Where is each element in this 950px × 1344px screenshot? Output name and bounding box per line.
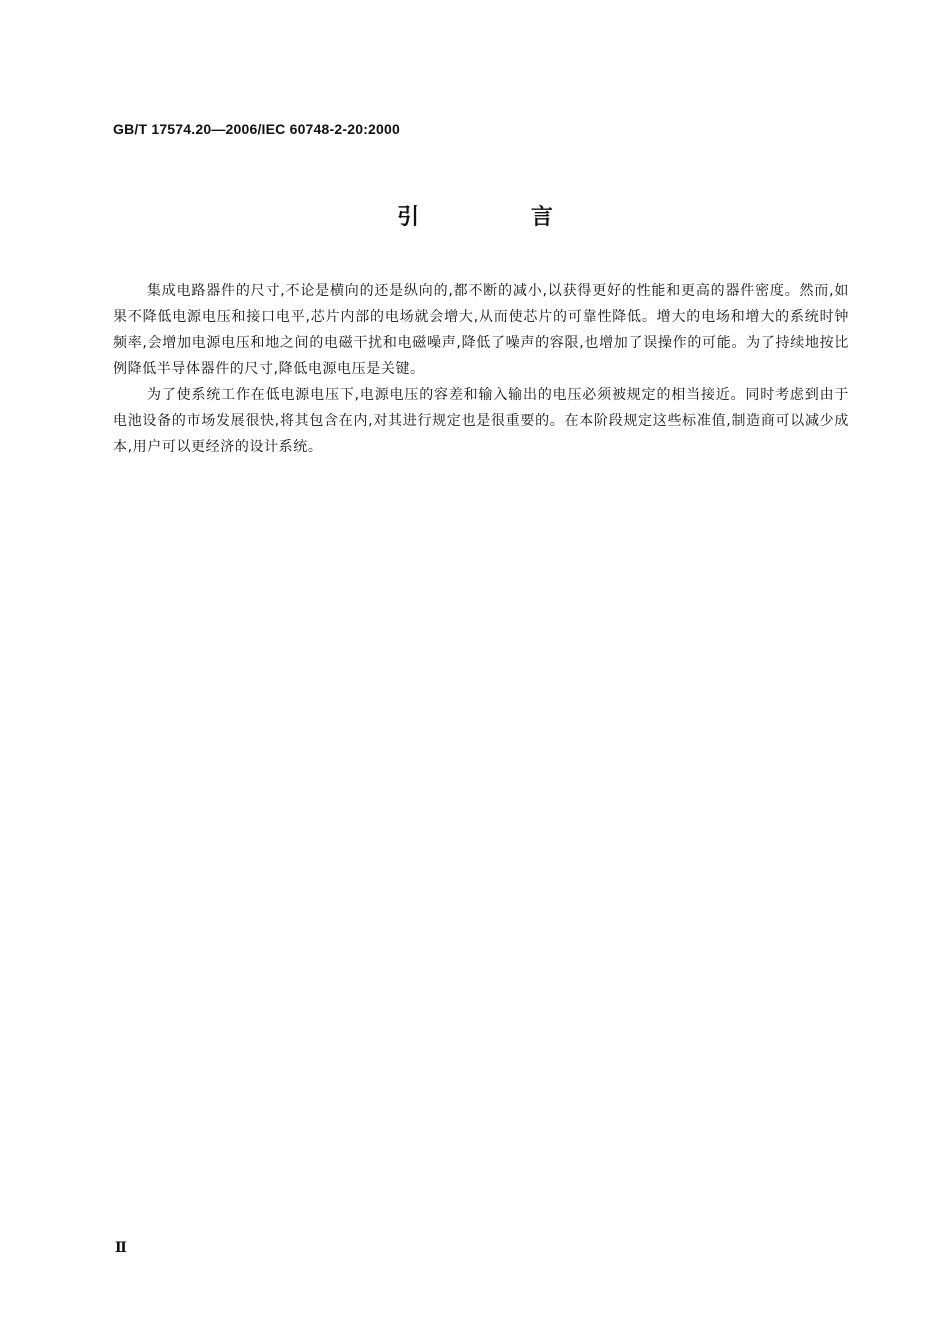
introduction-body	[113, 278, 849, 460]
page-number: Ⅱ	[115, 1241, 127, 1256]
page-header-standard-code: GB/T 17574.20—2006/IEC 60748-2-20:2000	[113, 121, 401, 137]
paragraph-1: 集成电路器件的尺寸,不论是横向的还是纵向的,都不断的减小,以获得更好的性能和更高的器件密度。然而,如果不降低电源电压和接口电平,芯片内部的电场就会增大,从而使芯片的可靠性降低。增大的电场和增大的系统时钟频率,会增加电源电压和地之间的电磁干扰和电磁噪声,降低了噪声的容限,也增加了误操作的可能。为了持续地按比例降低半导体器件的尺寸,降低电源电压是关键。	[113, 283, 849, 377]
paragraph-2: 为了使系统工作在低电源电压下,电源电压的容差和输入输出的电压必须被规定的相当接近。同时考虑到由于电池设备的市场发展很快,将其包含在内,对其进行规定也是很重要的。在本阶段规定这些标准值,制造商可以减少成本,用户可以更经济的设计系统。	[113, 387, 849, 455]
section-title: 引 言	[397, 205, 605, 230]
